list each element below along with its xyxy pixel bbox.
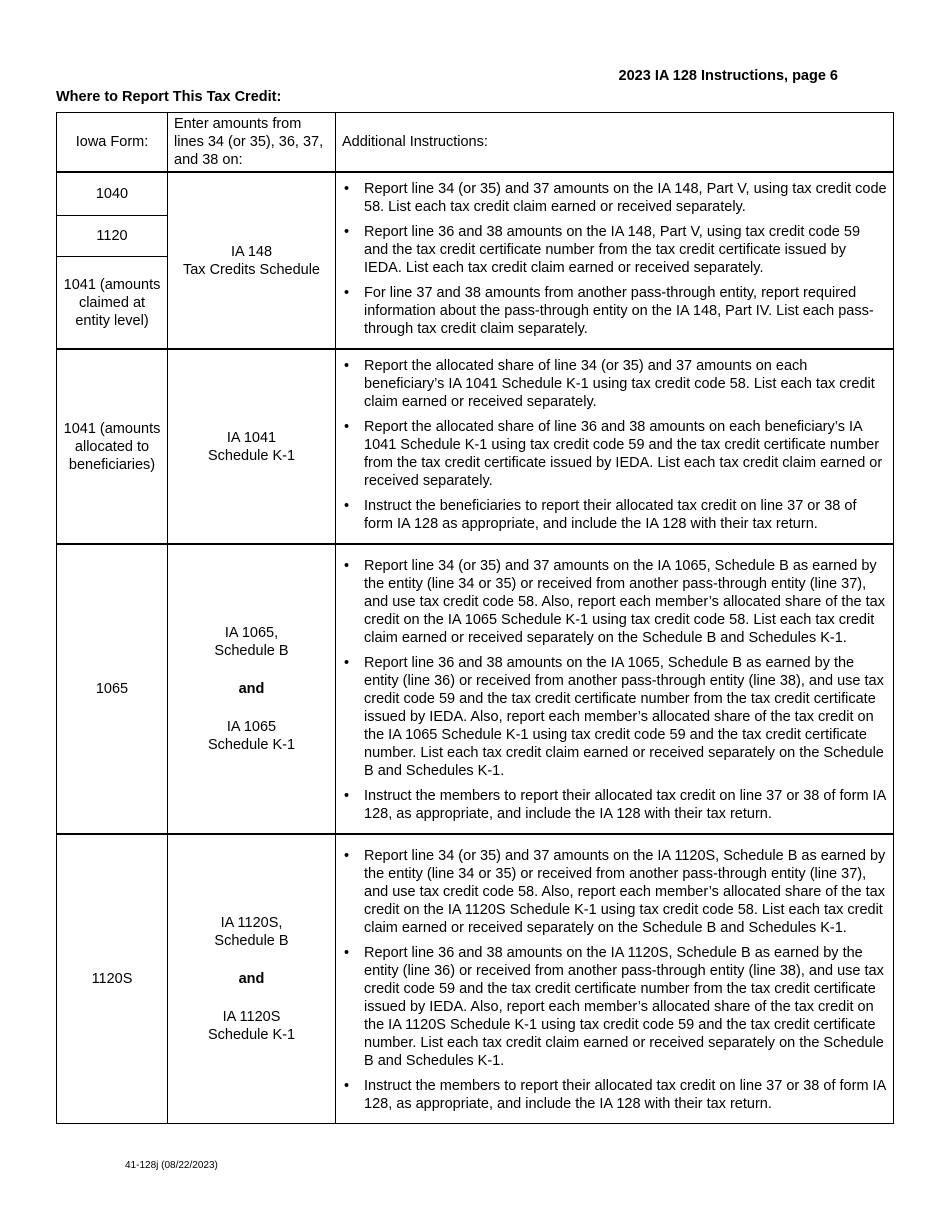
table-row — [57, 172, 894, 216]
enter-ia1120s-k1: IA 1120S Schedule K-1 — [207, 1009, 296, 1043]
enter-ia1065-k1: IA 1065 Schedule K-1 — [207, 719, 296, 753]
instructions-ia1065 — [336, 544, 894, 834]
list-item: • Report line 36 and 38 amounts on the IA 1120S, Schedule B as earned by the entity (line 36) or received from another pass-through entity (line 38), and use tax credit code 59 and the tax credit certificate number from the tax credit certificate issued by IEDA. Also, report each member’s allocated share of the tax credit on the IA 1120S Schedule K-1 using tax credit code 59 and the tax credit certificate number. List each tax credit claim earned or received separately on the Schedule B and Schedules K-1. — [342, 944, 887, 1070]
table-header-row — [57, 113, 894, 173]
instruction-list — [336, 545, 893, 833]
form-1120: 1120 — [57, 216, 168, 257]
where-to-report-table — [56, 112, 894, 1124]
list-item: • Instruct the members to report their allocated tax credit on line 37 or 38 of form IA 128, as appropriate, and include the IA 128 with their tax return. — [342, 787, 887, 823]
list-item: • Instruct the members to report their allocated tax credit on line 37 or 38 of form IA 128, as appropriate, and include the IA 128 with their tax return. — [342, 1077, 887, 1113]
table-row — [57, 544, 894, 834]
instructions-ia1120s — [336, 834, 894, 1124]
form-1040: 1040 — [57, 172, 168, 216]
table-row — [57, 834, 894, 1124]
instructions-ia148 — [336, 172, 894, 349]
form-id-footer: 41-128j (08/22/2023) — [125, 1160, 218, 1171]
header-enter-amounts: Enter amounts from lines 34 (or 35), 36, 37, and 38 on: — [168, 113, 336, 173]
form-1120s: 1120S — [57, 834, 168, 1124]
header-additional-instructions: Additional Instructions: — [336, 113, 894, 173]
list-item: • For line 37 and 38 amounts from another pass-through entity, report required information about the pass-through entity on the IA 148, Part IV. List each pass-through tax credit claim separately. — [342, 284, 887, 338]
instruction-list — [336, 835, 893, 1123]
instruction-list — [336, 350, 893, 543]
table-row — [57, 349, 894, 544]
enter-ia1120s-schedule-b: IA 1120S, Schedule B — [214, 915, 289, 949]
instructions-ia1041 — [336, 349, 894, 544]
instruction-list — [336, 173, 893, 348]
header-iowa-form: Iowa Form: — [57, 113, 168, 173]
and-label: and — [238, 681, 265, 697]
list-item: • Report line 34 (or 35) and 37 amounts on the IA 1065, Schedule B as earned by the entity (line 34 or 35) or received from another pass-through entity (line 37), and use tax credit code 58. Also, report each member’s allocated share of the tax credit on the IA 1065 Schedule K-1 using tax credit code 58. List each tax credit claim earned or received separately on the Schedule B and Schedules K-1. — [342, 557, 887, 647]
list-item: • Report the allocated share of line 34 (or 35) and 37 amounts on each beneficiary’s IA 1041 Schedule K-1 using tax credit code 58. List each tax credit claim earned or received separately. — [342, 357, 887, 411]
enter-ia1120s — [168, 834, 336, 1124]
form-1041-entity: 1041 (amounts claimed at entity level) — [57, 257, 168, 349]
list-item: • Report line 36 and 38 amounts on the IA 1065, Schedule B as earned by the entity (line 36) or received from another pass-through entity (line 38), and use tax credit code 59 and the tax credit certificate number from the tax credit certificate issued by IEDA. Also, report each member’s allocated share of the tax credit on the IA 1065 Schedule K-1 using tax credit code 59 and the tax credit certificate number. List each tax credit claim earned or received separately on the Schedule B and Schedules K-1. — [342, 654, 887, 780]
enter-ia1041: IA 1041 Schedule K-1 — [168, 349, 336, 544]
list-item: • Report line 34 (or 35) and 37 amounts on the IA 148, Part V, using tax credit code 58. List each tax credit claim earned or received separately. — [342, 180, 887, 216]
list-item: • Instruct the beneficiaries to report their allocated tax credit on line 37 or 38 of form IA 128 as appropriate, and include the IA 128 with their tax return. — [342, 497, 887, 533]
enter-ia148: IA 148 Tax Credits Schedule — [168, 172, 336, 349]
list-item: • Report the allocated share of line 36 and 38 amounts on each beneficiary’s IA 1041 Schedule K-1 using tax credit code 59 and the tax credit certificate number from the tax credit certificate issued by IEDA. List each tax credit claim earned or received separately. — [342, 418, 887, 490]
enter-ia1065-schedule-b: IA 1065, Schedule B — [214, 625, 289, 659]
section-title: Where to Report This Tax Credit: — [56, 89, 282, 105]
form-1065: 1065 — [57, 544, 168, 834]
list-item: • Report line 34 (or 35) and 37 amounts on the IA 1120S, Schedule B as earned by the entity (line 34 or 35) or received from another pass-through entity (line 37), and use tax credit code 58. Also, report each member’s allocated share of the tax credit on the IA 1120S Schedule K-1 using tax credit code 58. List each tax credit claim earned or received separately on the Schedule B and Schedules K-1. — [342, 847, 887, 937]
and-label: and — [238, 971, 265, 987]
page-header: 2023 IA 128 Instructions, page 6 — [618, 68, 838, 84]
form-1041-beneficiaries: 1041 (amounts allocated to beneficiaries) — [57, 349, 168, 544]
enter-ia1065 — [168, 544, 336, 834]
list-item: • Report line 36 and 38 amounts on the IA 148, Part V, using tax credit code 59 and the tax credit certificate number from the tax credit certificate issued by IEDA. List each tax credit claim earned or received separately. — [342, 223, 887, 277]
